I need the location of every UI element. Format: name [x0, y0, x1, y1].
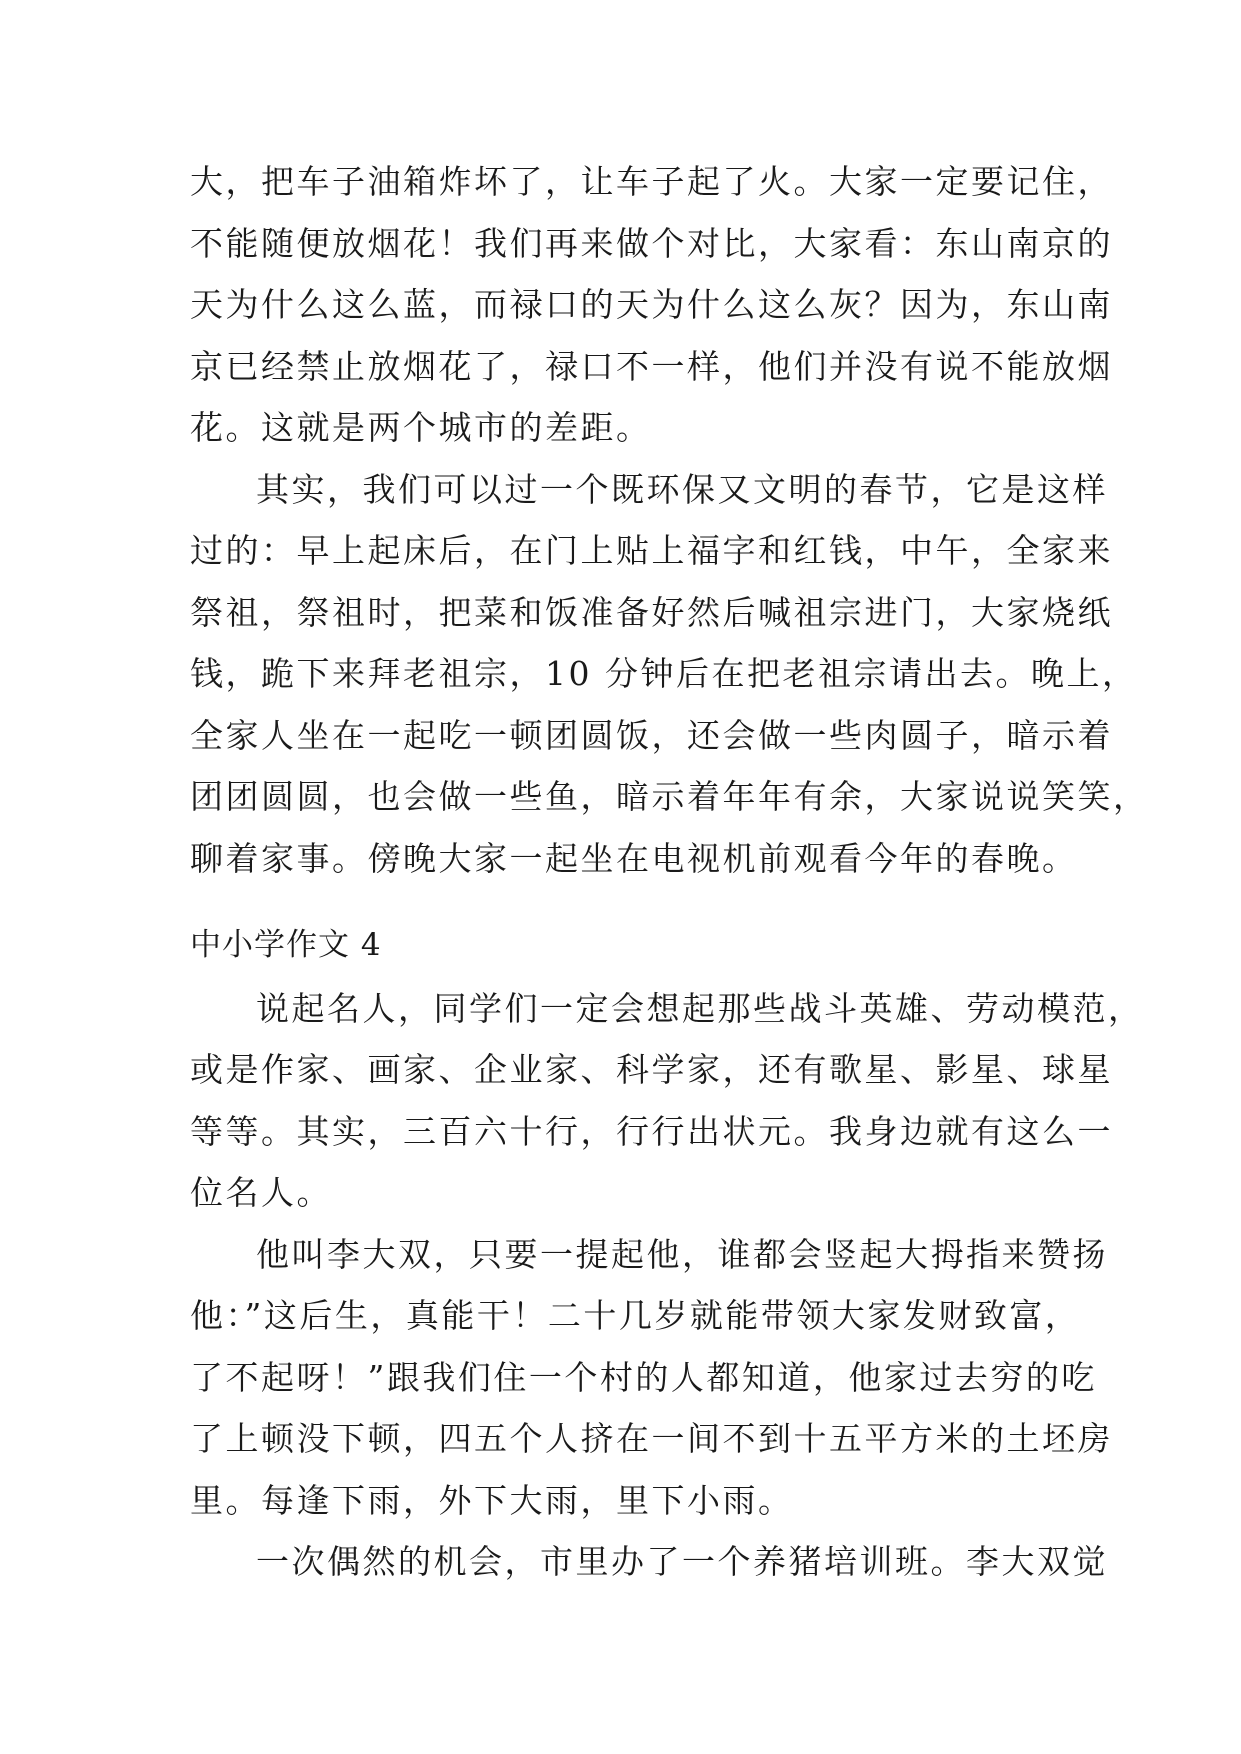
text-line: 过的：早上起床后，在门上贴上福字和红钱，中午，全家来 [190, 531, 1113, 570]
text-line: 位名人。 [190, 1173, 332, 1212]
text-line: 他：”这后生，真能干！二十几岁就能带领大家发财致富， [190, 1296, 1081, 1335]
text-line: 全家人坐在一起吃一顿团圆饭，还会做一些肉圆子，暗示着 [190, 716, 1113, 755]
text-line: 不能随便放烟花！我们再来做个对比，大家看：东山南京的 [190, 224, 1113, 263]
text-line: 花。这就是两个城市的差距。 [190, 408, 652, 447]
text-line: 或是作家、画家、企业家、科学家，还有歌星、影星、球星 [190, 1050, 1113, 1089]
text-line: 大，把车子油箱炸坏了，让车子起了火。大家一定要记住， [190, 162, 1113, 201]
text-line: 等等。其实，三百六十行，行行出状元。我身边就有这么一 [190, 1112, 1113, 1151]
text-line: 了不起呀！”跟我们住一个村的人都知道，他家过去穷的吃 [190, 1358, 1097, 1397]
text-line: 其实，我们可以过一个既环保又文明的春节，它是这样 [256, 470, 1108, 509]
text-line: 说起名人，同学们一定会想起那些战斗英雄、劳动模范， [256, 989, 1144, 1028]
text-line: 聊着家事。傍晚大家一起坐在电视机前观看今年的春晚。 [190, 839, 1078, 878]
section-heading: 中小学作文 4 [190, 927, 382, 963]
text-line: 他叫李大双，只要一提起他，谁都会竖起大拇指来赞扬 [256, 1235, 1108, 1274]
text-line: 钱，跪下来拜老祖宗，10 分钟后在把老祖宗请出去。晚上， [190, 654, 1138, 693]
text-line: 天为什么这么蓝，而禄口的天为什么这么灰？因为，东山南 [190, 285, 1113, 324]
text-line: 一次偶然的机会，市里办了一个养猪培训班。李大双觉 [256, 1542, 1108, 1581]
text-line: 里。每逢下雨，外下大雨，里下小雨。 [190, 1481, 794, 1520]
text-line: 团团圆圆，也会做一些鱼，暗示着年年有余，大家说说笑笑， [190, 777, 1149, 816]
text-line: 京已经禁止放烟花了，禄口不一样，他们并没有说不能放烟 [190, 347, 1113, 386]
text-line: 了上顿没下顿，四五个人挤在一间不到十五平方米的土坯房 [190, 1419, 1113, 1458]
text-line: 祭祖，祭祖时，把菜和饭准备好然后喊祖宗进门，大家烧纸 [190, 593, 1113, 632]
